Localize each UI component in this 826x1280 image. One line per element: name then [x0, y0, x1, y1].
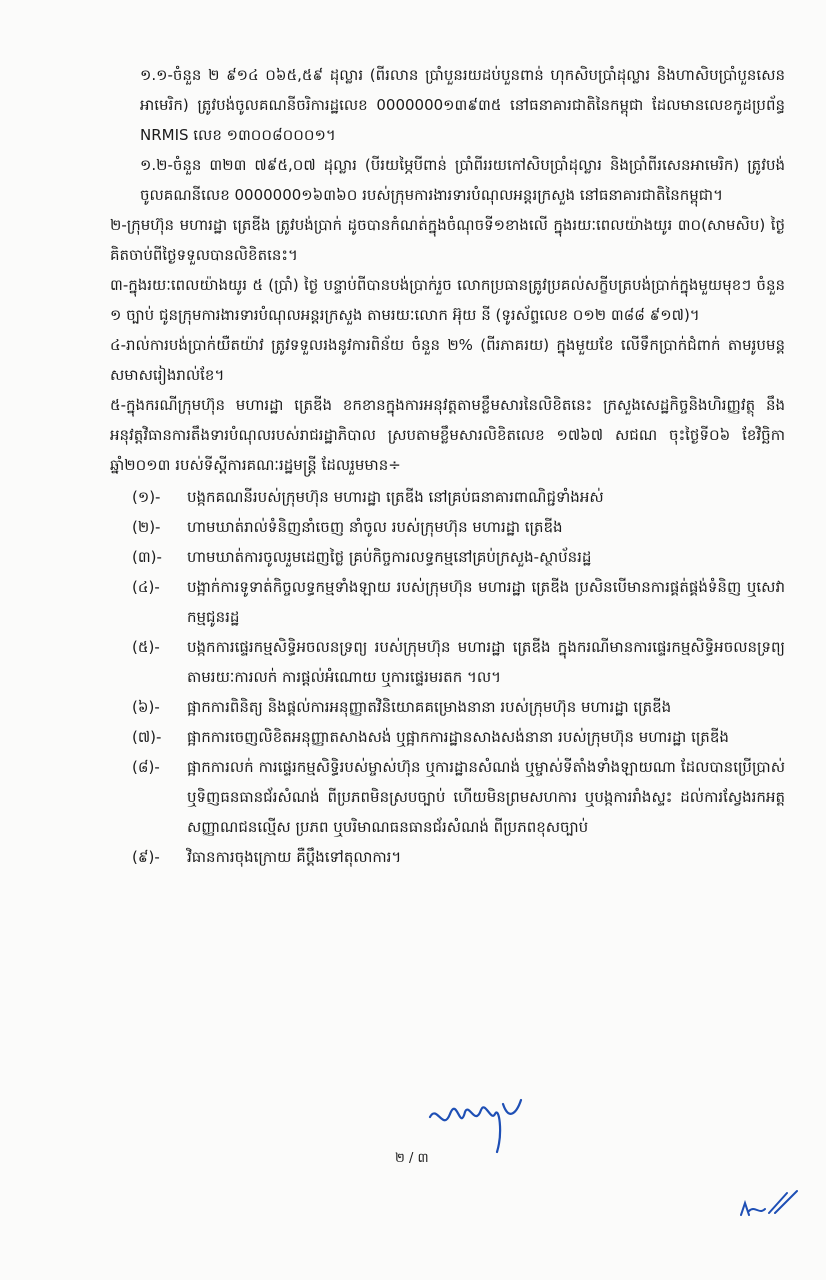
list-item-text: បង្កកគណនីរបស់ក្រុមហ៊ុន មហារដ្ឋា ត្រេឌីង នៅគ្រប់ធនាគារពាណិជ្ជទាំងអស់: [187, 488, 604, 506]
list-item-number: (១)-: [132, 488, 161, 506]
list-item: [110, 512, 785, 542]
paragraph-1-1: ១.១-ចំនួន ២ ៩១៤ ០៦៥,៥៩ ដុល្លារ (ពីរលាន ប្រាំបួនរយដប់បួនពាន់ ហុកសិបប្រាំដុល្លារ និងហាសិបប្រាំបួនសេនអាមេរិក) ត្រូវបង់ចូលគណនីចរិការដ្ឋលេខ 0000000១៣៩៣៥ នៅធនាគារជាតិនៃកម្ពុជា ដែលមានលេខកូដប្រព័ន្ធ NRMIS លេខ ១៣០០៨០០០១។: [140, 66, 785, 144]
list-item: [110, 842, 785, 872]
paragraph-1-2: ១.២-ចំនួន ៣២៣ ៧៩៥,០៧ ដុល្លារ (បីរយម្ភៃបីពាន់ ប្រាំពីររយកៅសិបប្រាំដុល្លារ និងប្រាំពីរសេនអាមេរិក) ត្រូវបង់ចូលគណនីលេខ 0000000១៦៣៦០ របស់ក្រុមការងារទារបំណុលអន្តរក្រសួង នៅធនាគារជាតិនៃកម្ពុជា។: [140, 156, 785, 204]
list-item-number: (២)-: [132, 518, 161, 536]
document-body: [110, 60, 785, 872]
list-item: [110, 722, 785, 752]
list-item-text: បង្អាក់ការទូទាត់កិច្ចលទ្ធកម្មទាំងឡាយ របស់ក្រុមហ៊ុន មហារដ្ឋា ត្រេឌីង ប្រសិនបើមានការផ្គត់ផ្គង់ទំនិញ ឬសេវាកម្មជូនរដ្ឋ: [187, 578, 785, 626]
list-item-text: ផ្អាកការលក់ ការផ្ទេរកម្មសិទ្ធិរបស់ម្ចាស់ហ៊ុន ឬការដ្ឋានសំណង់ ឬម្ចាស់ទីតាំងទាំងឡាយណា ដែលបានប្រើប្រាស់ ឬទិញធនធានជ័រសំណង់ ពីប្រភពមិនស្របច្បាប់ ហើយមិនព្រមសហការ ឬបង្កការរាំងស្ទះ ដល់ការស្វែងរកអត្តសញ្ញាណជនល្មើស ប្រភព ឬបរិមាណធនធានជ័រសំណង់ ពីប្រភពខុសច្បាប់: [187, 758, 785, 836]
list-item: [110, 632, 785, 692]
page-number: ២ / ៣: [395, 1151, 429, 1166]
list-item: [110, 572, 785, 632]
paragraph-3: ៣-ក្នុងរយៈពេលយ៉ាងយូរ ៥ (ប្រាំ) ថ្ងៃ បន្ទាប់ពីបានបង់ប្រាក់រួច លោកប្រធានត្រូវប្រគល់សក្ខីបត្របង់ប្រាក់ក្នុងមួយមុខៗ ចំនួន ១ ច្បាប់ ជូនក្រុមការងារទារបំណុលអន្តរក្រសួង តាមរយៈលោក អ៊ុយ នី (ទូរស័ព្ទលេខ ០១២ ៣៨៨ ៩១៧)។: [110, 276, 785, 324]
list-item-text: ផ្អាកការពិនិត្យ និងផ្តល់ការអនុញ្ញាតវិនិយោគគម្រោងនានា របស់ក្រុមហ៊ុន មហារដ្ឋា ត្រេឌីង: [187, 698, 672, 716]
measures-list: [110, 482, 785, 872]
list-item-number: (៧)-: [132, 728, 162, 746]
list-item: [110, 692, 785, 722]
list-item-number: (៥)-: [132, 638, 160, 656]
list-item: [110, 482, 785, 512]
list-item-number: (៦)-: [132, 698, 160, 716]
handwritten-signature: [425, 1092, 525, 1162]
list-item-number: (៨)-: [132, 758, 160, 776]
list-item-text: ហាមឃាត់ការចូលរួមដេញថ្លៃ គ្រប់កិច្ចការលទ្ធកម្មនៅគ្រប់ក្រសួង-ស្ថាប័នរដ្ឋ: [187, 548, 592, 566]
paragraph-4: ៤-រាល់ការបង់ប្រាក់យឺតយ៉ាវ ត្រូវទទួលរងនូវការពិន័យ ចំនួន ២% (ពីរភាគរយ) ក្នុងមួយខែ លើទឹកប្រាក់ជំពាក់ តាមរូបមន្តសមាសរៀងរាល់ខែ។: [110, 336, 785, 384]
paragraph-5: ៥-ក្នុងករណីក្រុមហ៊ុន មហារដ្ឋា ត្រេឌីង ខកខានក្នុងការអនុវត្តតាមខ្លឹមសារនៃលិខិតនេះ ក្រសួងសេដ្ឋកិច្ចនិងហិរញ្ញវត្ថុ នឹងអនុវត្តវិធានការតឹងទារបំណុលរបស់រាជរដ្ឋាភិបាល ស្របតាមខ្លឹមសារលិខិតលេខ ១៧៦៧ សជណ ចុះថ្ងៃទី០៦ ខែវិច្ឆិកា ឆ្នាំ២០១៣ របស់ទីស្តីការគណៈរដ្ឋមន្ត្រី ដែលរួមមាន÷: [110, 396, 785, 474]
paragraph-2: ២-ក្រុមហ៊ុន មហារដ្ឋា ត្រេឌីង ត្រូវបង់ប្រាក់ ដូចបានកំណត់ក្នុងចំណុចទី១ខាងលើ ក្នុងរយៈពេលយ៉ាងយូរ ៣០(សាមសិប) ថ្ងៃ គិតចាប់ពីថ្ងៃទទួលបានលិខិតនេះ។: [110, 216, 785, 264]
list-item: [110, 752, 785, 842]
list-item-text: ហាមឃាត់រាល់ទំនិញនាំចេញ នាំចូល របស់ក្រុមហ៊ុន មហារដ្ឋា ត្រេឌីង: [187, 518, 563, 536]
list-item-text: វិធានការចុងក្រោយ គឺប្តឹងទៅតុលាការ។: [187, 848, 402, 866]
list-item-number: (៩)-: [132, 848, 160, 866]
list-item: [110, 542, 785, 572]
list-item-text: បង្កកការផ្ទេរកម្មសិទ្ធិអចលនទ្រព្យ របស់ក្រុមហ៊ុន មហារដ្ឋា ត្រេឌីង ក្នុងករណីមានការផ្ទេរកម្មសិទ្ធិអចលនទ្រព្យ តាមរយៈការលក់ ការផ្តល់អំណោយ ឬការផ្ទេរមរតក ។ល។: [187, 638, 785, 686]
list-item-number: (៣)-: [132, 548, 162, 566]
handwritten-initials: [735, 1185, 805, 1225]
list-item-number: (៤)-: [132, 578, 160, 596]
list-item-text: ផ្អាកការចេញលិខិតអនុញ្ញាតសាងសង់ ឬផ្អាកការដ្ឋានសាងសង់នានា របស់ក្រុមហ៊ុន មហារដ្ឋា ត្រេឌីង: [187, 728, 729, 746]
